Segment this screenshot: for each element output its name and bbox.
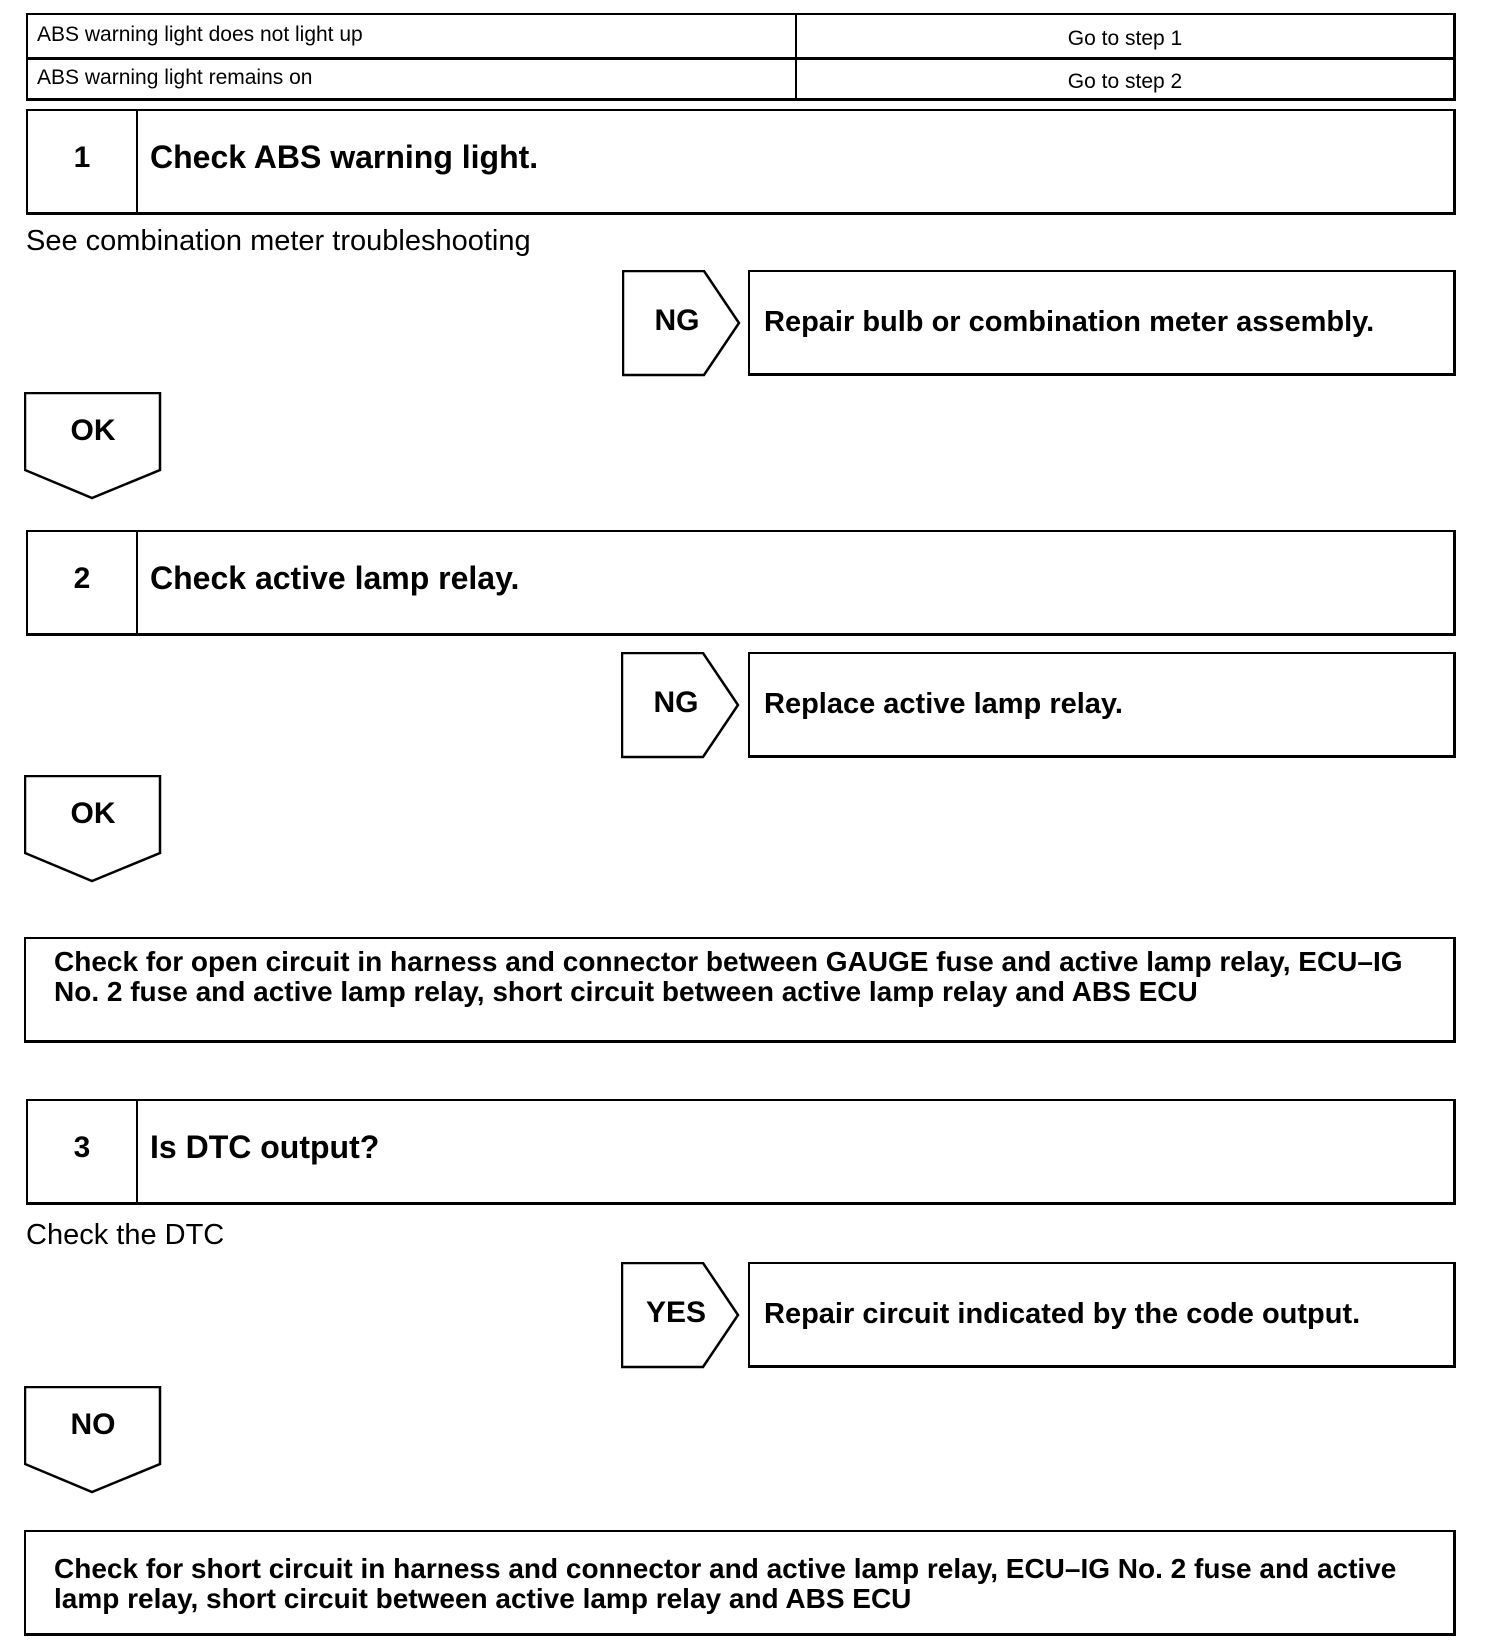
continue-label: OK: [70, 414, 116, 447]
action-cell: Go to step 1: [1067, 27, 1183, 50]
branch-label: NG: [654, 304, 700, 337]
yes-branch-tag: [621, 1262, 741, 1369]
step-3-conclusion-box: Check for short circuit in harness and connector and active lamp relay, ECU–IG No. 2 fuse and active lamp relay, short circuit between active lamp relay and ABS ECU: [24, 1530, 1456, 1636]
step-title: Check active lamp relay.: [150, 560, 520, 596]
step-title: Check ABS warning light.: [150, 139, 539, 175]
symptom-table: [26, 13, 1456, 101]
ng-branch-tag: [621, 652, 741, 759]
continue-label: NO: [70, 1408, 116, 1441]
action-cell: Go to step 2: [1067, 70, 1183, 93]
step-2-header: [26, 530, 1456, 636]
step-number: 2: [28, 532, 138, 633]
step-1-header: [26, 109, 1456, 215]
ng-branch-tag: [622, 270, 742, 377]
ok-continue-tag: [24, 392, 162, 500]
table-row: [28, 15, 1453, 60]
step-1-note: See combination meter troubleshooting: [26, 225, 531, 257]
step-number: 3: [28, 1101, 138, 1202]
branch-result-box: Replace active lamp relay.: [748, 652, 1456, 758]
continue-label: OK: [70, 797, 116, 830]
step-3-note: Check the DTC: [26, 1219, 225, 1251]
step-title: Is DTC output?: [150, 1129, 380, 1165]
table-row: [28, 58, 1453, 100]
step-number: 1: [28, 111, 138, 212]
no-continue-tag: [24, 1386, 162, 1494]
branch-result-box: Repair bulb or combination meter assembly.: [748, 270, 1456, 376]
symptom-cell: ABS warning light remains on: [28, 58, 797, 100]
symptom-cell: ABS warning light does not light up: [28, 15, 797, 57]
step-2-conclusion-box: Check for open circuit in harness and connector between GAUGE fuse and active lamp relay, ECU–IG No. 2 fuse and active lamp relay, short circuit between active lamp relay and ABS ECU: [24, 937, 1456, 1043]
branch-label: NG: [653, 686, 699, 719]
step-3-header: [26, 1099, 1456, 1205]
branch-label: YES: [645, 1296, 707, 1329]
ok-continue-tag: [24, 775, 162, 883]
branch-result-box: Repair circuit indicated by the code output.: [748, 1262, 1456, 1368]
